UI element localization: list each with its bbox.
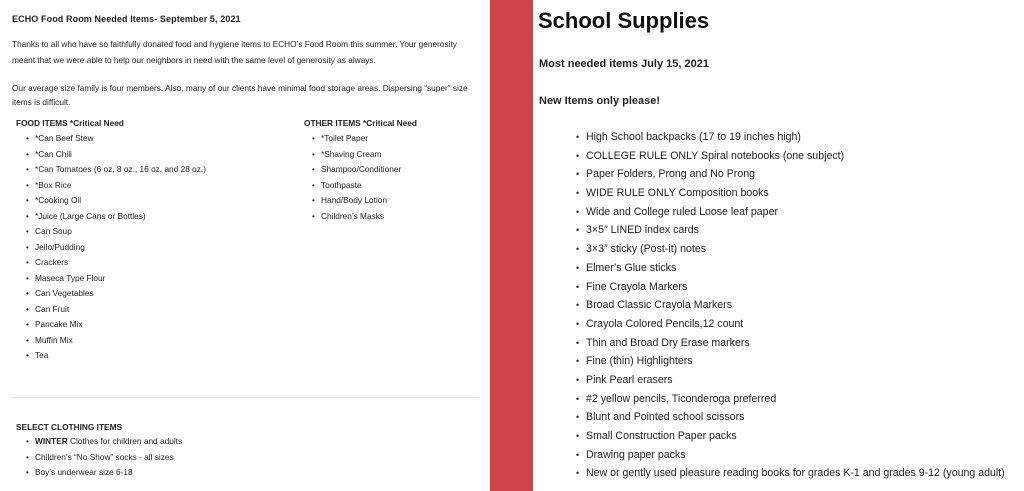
list-item: • Can Soup bbox=[26, 224, 206, 240]
other-items-list bbox=[312, 131, 401, 224]
section-divider bbox=[12, 397, 478, 398]
list-item: • Fine (thin) Highlighters bbox=[576, 352, 1005, 371]
list-item: • Drawing paper packs bbox=[576, 446, 1005, 465]
list-item: • Hand/Body Lotion bbox=[312, 193, 401, 209]
list-item: • Crackers bbox=[26, 255, 206, 271]
list-item: • Paper Folders, Prong and No Prong bbox=[576, 165, 1005, 184]
list-item bbox=[26, 434, 182, 450]
list-item: • *Box Rice bbox=[26, 178, 206, 194]
list-item: • Wide and College ruled Loose leaf paper bbox=[576, 203, 1005, 222]
list-item: • Toothpaste bbox=[312, 178, 401, 194]
list-item: • Jello/Pudding bbox=[26, 240, 206, 256]
list-item: • Can Fruit bbox=[26, 302, 206, 318]
list-item: • Boy’s underwear size 6-18 bbox=[26, 465, 182, 481]
list-item: • Shampoo/Conditioner bbox=[312, 162, 401, 178]
list-item: • Muffin Mix bbox=[26, 333, 206, 349]
list-item: • *Cooking Oil bbox=[26, 193, 206, 209]
list-item: • Elmer’s Glue sticks bbox=[576, 259, 1005, 278]
list-item: • *Shaving Cream bbox=[312, 147, 401, 163]
food-items-heading: FOOD ITEMS *Critical Need bbox=[16, 118, 124, 128]
list-item: • Thin and Broad Dry Erase markers bbox=[576, 334, 1005, 353]
list-item: • Broad Classic Crayola Markers bbox=[576, 296, 1005, 315]
list-item: • Pink Pearl erasers bbox=[576, 371, 1005, 390]
list-item: • COLLEGE RULE ONLY Spiral notebooks (one subject) bbox=[576, 147, 1005, 166]
food-items-list bbox=[26, 131, 206, 364]
list-item: • *Can Tomatoes (6 oz, 8 oz., 16 oz. and 28 oz.) bbox=[26, 162, 206, 178]
list-item: • *Can Beef Stew bbox=[26, 131, 206, 147]
list-item: • *Juice (Large Cans or Bottles) bbox=[26, 209, 206, 225]
other-items-heading: OTHER ITEMS *Critical Need bbox=[304, 118, 417, 128]
winter-description: Clothes for children and adults bbox=[67, 436, 183, 446]
list-item: • Children’s Masks bbox=[312, 209, 401, 225]
list-item: • Tea bbox=[26, 348, 206, 364]
school-supplies-panel bbox=[533, 0, 1024, 491]
list-item: • #2 yellow pencils, Ticonderoga preferred bbox=[576, 390, 1005, 409]
list-item: • Children’s “No Show” socks - all sizes bbox=[26, 450, 182, 466]
list-item: • 3×5″ LINED index cards bbox=[576, 221, 1005, 240]
school-supplies-list bbox=[576, 128, 1005, 483]
most-needed-subtitle: Most needed items July 15, 2021 bbox=[539, 58, 709, 70]
thanks-paragraph: Thanks to all who have so faithfully donated food and hygiene items to ECHO’s Food Room this summer. Your generosity meant that we were able to help our neighbors in need with the same level of generosity as always. bbox=[12, 39, 457, 65]
list-item: • *Can Chili bbox=[26, 147, 206, 163]
list-item: • Small Construction Paper packs bbox=[576, 427, 1005, 446]
list-item: • High School backpacks (17 to 19 inches high) bbox=[576, 128, 1005, 147]
red-divider-bar bbox=[490, 0, 533, 491]
school-supplies-title: School Supplies bbox=[538, 8, 710, 33]
list-item: • Maseca Type Flour bbox=[26, 271, 206, 287]
clothing-items-list bbox=[26, 434, 182, 481]
new-items-subtitle: New Items only please! bbox=[539, 95, 661, 107]
food-room-title: ECHO Food Room Needed Items- September 5, 2021 bbox=[12, 14, 241, 24]
list-item: • New or gently used pleasure reading books for grades K-1 and grades 9-12 (young adult) bbox=[576, 464, 1005, 483]
food-room-panel bbox=[0, 0, 490, 491]
family-size-paragraph: Our average size family is four members. Also, many of our clients have minimal food storage areas. Dispersing “super” size items is difficult. bbox=[12, 83, 468, 107]
list-item: • 3×3″ sticky (Post-it) notes bbox=[576, 240, 1005, 259]
list-item: • Pancake Mix bbox=[26, 317, 206, 333]
list-item: • Blunt and Pointed school scissors bbox=[576, 408, 1005, 427]
list-item: • Fine Crayola Markers bbox=[576, 278, 1005, 297]
list-item: • WIDE RULE ONLY Composition books bbox=[576, 184, 1005, 203]
clothing-items-heading: SELECT CLOTHING ITEMS bbox=[16, 422, 123, 432]
list-item: • *Toilet Paper bbox=[312, 131, 401, 147]
list-item: • Crayola Colored Pencils,12 count bbox=[576, 315, 1005, 334]
list-item: • Can Vegetables bbox=[26, 286, 206, 302]
winter-label: WINTER bbox=[35, 436, 68, 446]
